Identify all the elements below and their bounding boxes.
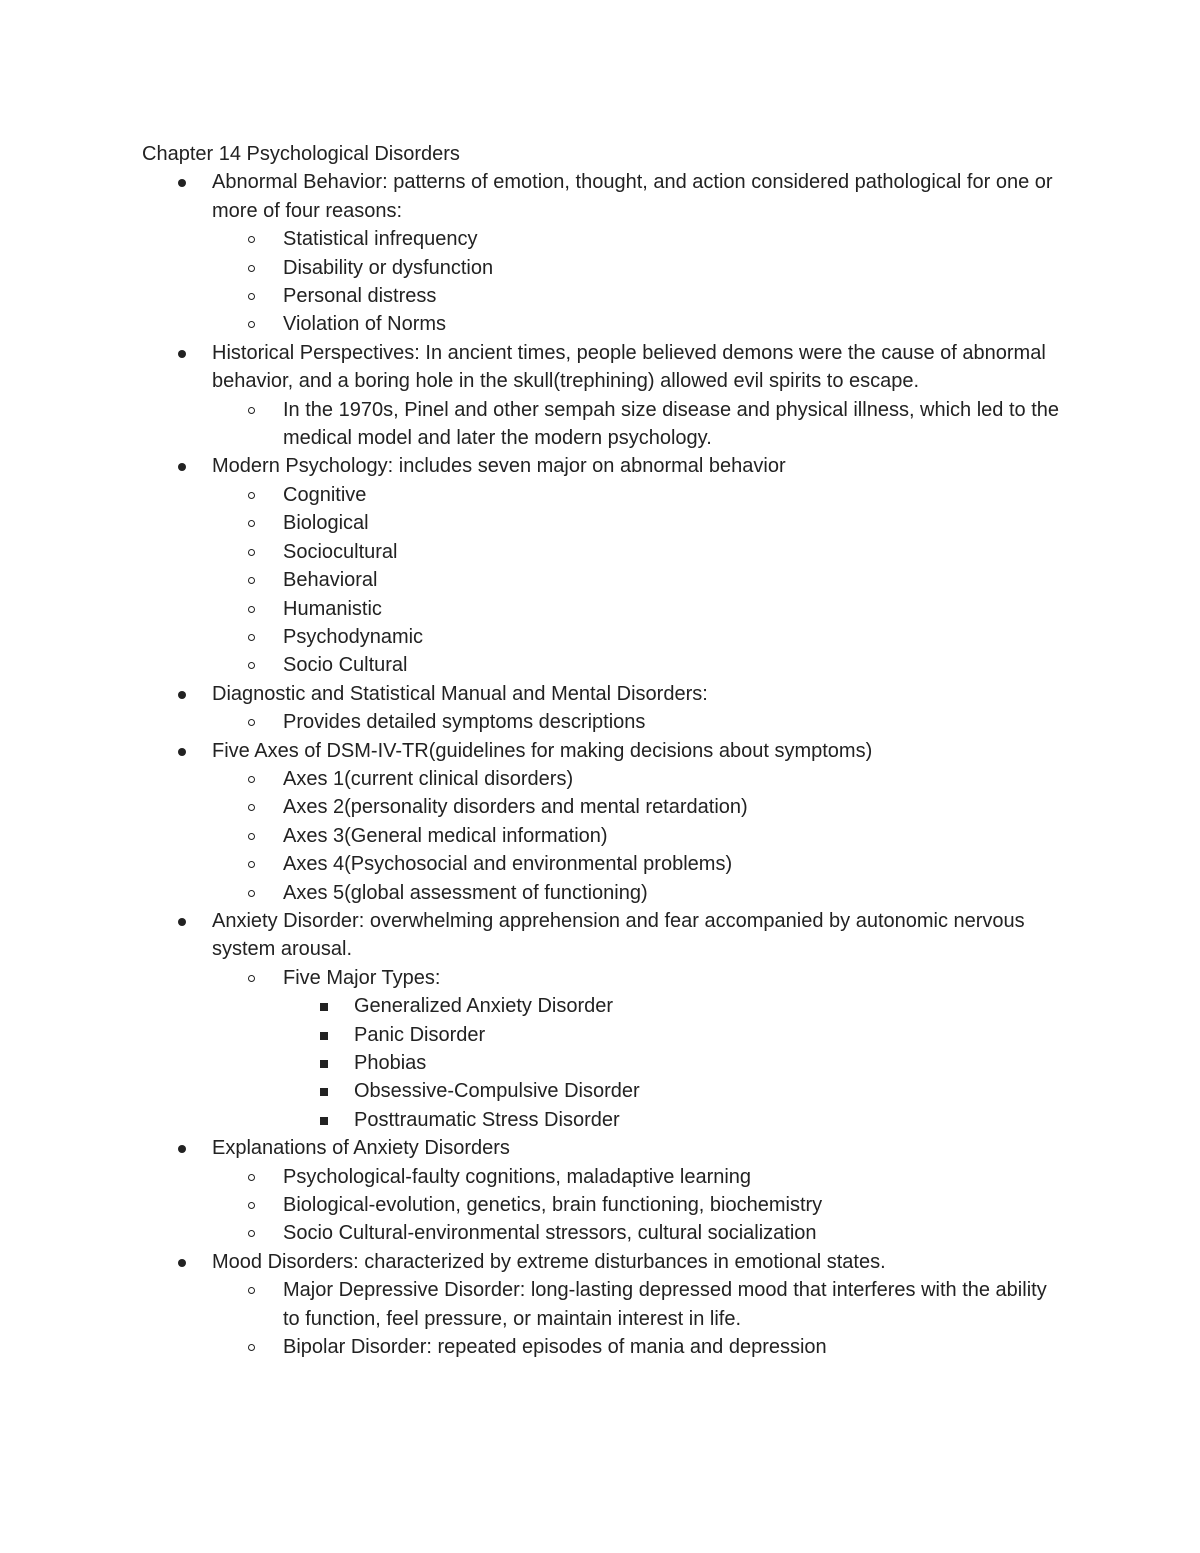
bullet-text: Generalized Anxiety Disorder	[354, 995, 614, 1018]
bullet-text: Psychodynamic	[283, 625, 424, 648]
sub-sub-bullet-item	[283, 992, 1062, 1020]
nested-list	[212, 708, 1062, 736]
nested-list	[212, 964, 1062, 1134]
bullet-text: Phobias	[354, 1052, 427, 1074]
bullet-text: Statistical infrequency	[283, 228, 478, 251]
bullet-text: Mood Disorders: characterized by extreme disturbances in emotional states.	[212, 1250, 886, 1273]
nested-list	[212, 225, 1062, 339]
sub-bullet-item	[212, 1333, 1062, 1361]
bullet-text: Sociocultural	[283, 540, 398, 563]
bullet-text: Five Axes of DSM-IV-TR(guidelines for making decisions about symptoms)	[212, 739, 873, 762]
bullet-item	[142, 737, 1062, 907]
sub-bullet-item	[212, 793, 1062, 821]
bullet-text: Humanistic	[283, 597, 382, 620]
sub-sub-bullet-item	[283, 1106, 1062, 1134]
bullet-item	[142, 907, 1062, 1134]
bullet-text: Socio Cultural	[283, 654, 408, 677]
bullet-text: Axes 3(General medical information)	[283, 824, 608, 847]
bullet-text: In the 1970s, Pinel and other sempah size disease and physical illness, which led to the medical model and later the modern psychology.	[283, 398, 1060, 450]
bullet-text: Axes 4(Psychosocial and environmental problems)	[283, 853, 733, 876]
bullet-text: Panic Disorder	[354, 1023, 486, 1046]
bullet-text: Major Depressive Disorder: long-lasting depressed mood that interferes with the ability to function, feel pressure, or maintain interest in life.	[283, 1279, 1047, 1330]
bullet-text: Biological	[283, 512, 369, 535]
sub-bullet-item	[212, 879, 1062, 907]
bullet-text: Violation of Norms	[283, 313, 447, 336]
bullet-item	[142, 168, 1062, 338]
nested-list	[212, 1163, 1062, 1248]
sub-bullet-item	[212, 282, 1062, 310]
bullet-text: Bipolar Disorder: repeated episodes of mania and depression	[283, 1336, 827, 1359]
sub-bullet-item	[212, 1219, 1062, 1247]
sub-sub-bullet-item	[283, 1077, 1062, 1105]
bullet-text: Abnormal Behavior: patterns of emotion, thought, and action considered pathological for one or more of four reasons:	[212, 171, 1053, 222]
bullet-item	[142, 1248, 1062, 1362]
sub-bullet-item	[212, 225, 1062, 253]
bullet-text: Axes 1(current clinical disorders)	[283, 767, 574, 790]
bullet-text: Cognitive	[283, 483, 367, 506]
bullet-text: Historical Perspectives: In ancient times, people believed demons were the cause of abnormal behavior, and a boring hole in the skull(trephining) allowed evil spirits to escape.	[212, 341, 1046, 393]
bullet-text: Obsessive-Compulsive Disorder	[354, 1080, 640, 1103]
sub-bullet-item	[212, 254, 1062, 282]
bullet-text: Posttraumatic Stress Disorder	[354, 1108, 620, 1131]
outline-list	[142, 168, 1062, 1361]
sub-bullet-item	[212, 310, 1062, 338]
sub-bullet-item	[212, 396, 1062, 453]
sub-bullet-item	[212, 566, 1062, 594]
sub-bullet-item	[212, 623, 1062, 651]
nested-list	[283, 992, 1062, 1134]
bullet-text: Axes 2(personality disorders and mental retardation)	[283, 796, 748, 819]
sub-sub-bullet-item	[283, 1021, 1062, 1049]
bullet-text: Axes 5(global assessment of functioning)	[283, 881, 648, 904]
sub-bullet-item	[212, 964, 1062, 1134]
nested-list	[212, 765, 1062, 907]
sub-bullet-item	[212, 538, 1062, 566]
bullet-text: Provides detailed symptoms descriptions	[283, 711, 646, 734]
sub-bullet-item	[212, 822, 1062, 850]
nested-list	[212, 396, 1062, 453]
bullet-text: Five Major Types:	[283, 966, 441, 989]
sub-bullet-item	[212, 509, 1062, 537]
sub-bullet-item	[212, 850, 1062, 878]
bullet-text: Diagnostic and Statistical Manual and Mental Disorders:	[212, 682, 708, 705]
sub-bullet-item	[212, 1163, 1062, 1191]
bullet-item	[142, 452, 1062, 679]
bullet-item	[142, 1134, 1062, 1248]
bullet-text: Socio Cultural-environmental stressors, cultural socialization	[283, 1222, 817, 1245]
sub-bullet-item	[212, 708, 1062, 736]
bullet-text: Psychological-faulty cognitions, maladaptive learning	[283, 1165, 752, 1188]
sub-bullet-item	[212, 1191, 1062, 1219]
nested-list	[212, 1276, 1062, 1361]
sub-bullet-item	[212, 765, 1062, 793]
bullet-text: Personal distress	[283, 285, 437, 308]
bullet-text: Explanations of Anxiety Disorders	[212, 1137, 510, 1160]
sub-bullet-item	[212, 481, 1062, 509]
sub-sub-bullet-item	[283, 1049, 1062, 1077]
nested-list	[212, 481, 1062, 680]
sub-bullet-item	[212, 651, 1062, 679]
sub-bullet-item	[212, 1276, 1062, 1333]
bullet-text: Modern Psychology: includes seven major on abnormal behavior	[212, 455, 786, 478]
bullet-item	[142, 680, 1062, 737]
bullet-text: Disability or dysfunction	[283, 256, 494, 279]
page-title: Chapter 14 Psychological Disorders	[142, 143, 460, 165]
bullet-text: Anxiety Disorder: overwhelming apprehension and fear accompanied by autonomic nervous system arousal.	[212, 909, 1025, 961]
bullet-item	[142, 339, 1062, 453]
document-body	[142, 140, 1062, 1361]
bullet-text: Biological-evolution, genetics, brain functioning, biochemistry	[283, 1194, 823, 1217]
bullet-text: Behavioral	[283, 569, 378, 592]
sub-bullet-item	[212, 595, 1062, 623]
